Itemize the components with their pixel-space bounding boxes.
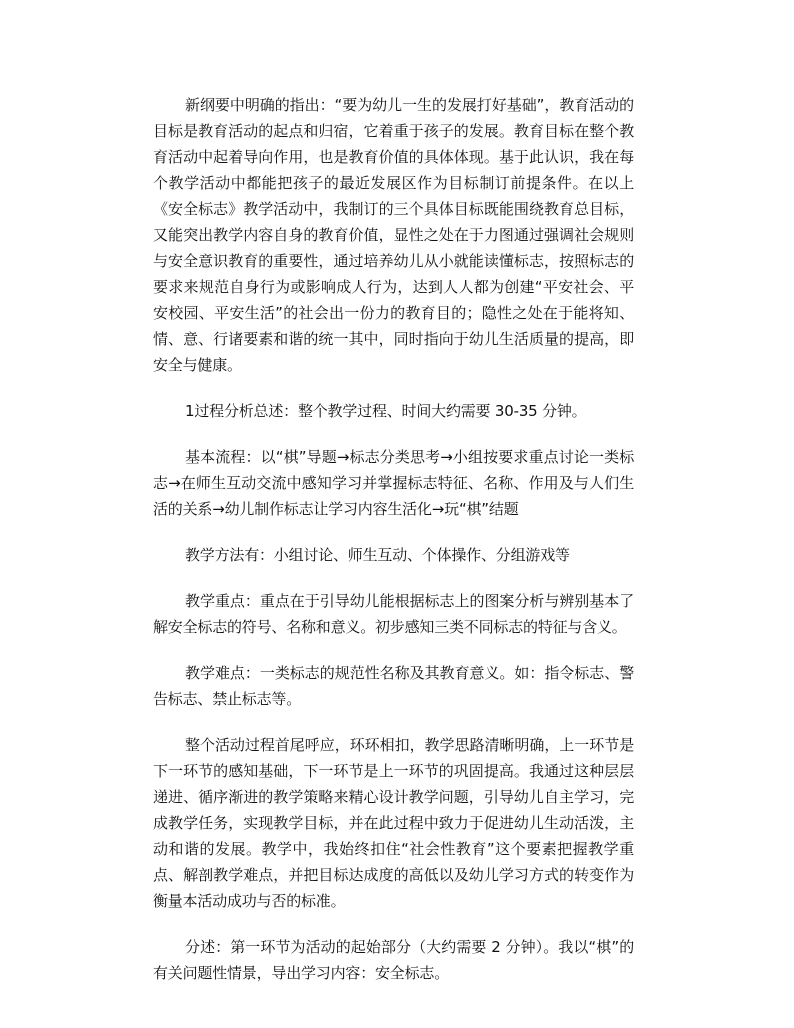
paragraph-intro: 新纲要中明确的指出：“要为幼儿一生的发展打好基础”，教育活动的目标是教育活动的起点和归宿，它着重于孩子的发展。教育目标在整个教育活动中起着导向作用，也是教育价值的具体体现。基于此认识，我在每个教学活动中都能把孩子的最近发展区作为目标制订前提条件。在以上《安全标志》教学活动中，我制订的三个具体目标既能围绕教育总目标，又能突出教学内容自身的教育价值，显性之处在于力图通过强调社会规则与安全意识教育的重要性，通过培养幼儿从小就能读懂标志，按照标志的要求来规范自身行为或影响成人行为，达到人人都为创建“平安社会、平安校园、平安生活”的社会出一份力的教育目的；隐性之处在于能将知、情、意、行诸要素和谐的统一其中，同时指向于幼儿生活质量的提高，即安全与健康。	[153, 96, 634, 374]
paragraph-overall-process: 整个活动过程首尾呼应，环环相扣，教学思路清晰明确，上一环节是下一环节的感知基础，下一环节是上一环节的巩固提高。我通过这种层层递进、循序渐进的教学策略来精心设计教学问题，引导幼儿自主学习，完成教学任务，实现教学目标，并在此过程中致力于促进幼儿生动活泼，主动和谐的发展。教学中，我始终扣住“社会性教育”这个要素把握教学重点、解剖教学难点，并把目标达成度的高低以及幼儿学习方式的转变作为衡量本活动成功与否的标准。	[153, 736, 634, 910]
paragraph-teaching-methods: 教学方法有：小组讨论、师生互动、个体操作、分组游戏等	[185, 546, 570, 564]
paragraph-key-points: 教学重点：重点在于引导幼儿能根据标志上的图案分析与辨别基本了解安全标志的符号、名称和意义。初步感知三类不同标志的特征与含义。	[153, 592, 634, 636]
paragraph-first-stage: 分述：第一环节为活动的起始部分（大约需要 2 分钟）。我以“棋”的有关问题性情景，导出学习内容：安全标志。	[153, 938, 634, 982]
paragraph-basic-flow: 基本流程：以“棋”导题→标志分类思考→小组按要求重点讨论一类标志→在师生互动交流中感知学习并掌握标志特征、名称、作用及与人们生活的关系→幼儿制作标志让学习内容生活化→玩“棋”结题	[153, 448, 634, 518]
paragraph-difficulties: 教学难点：一类标志的规范性名称及其教育意义。如：指令标志、警告标志、禁止标志等。	[153, 664, 634, 708]
paragraph-process-summary: 1过程分析总述：整个教学过程、时间大约需要 30-35 分钟。	[185, 402, 587, 420]
